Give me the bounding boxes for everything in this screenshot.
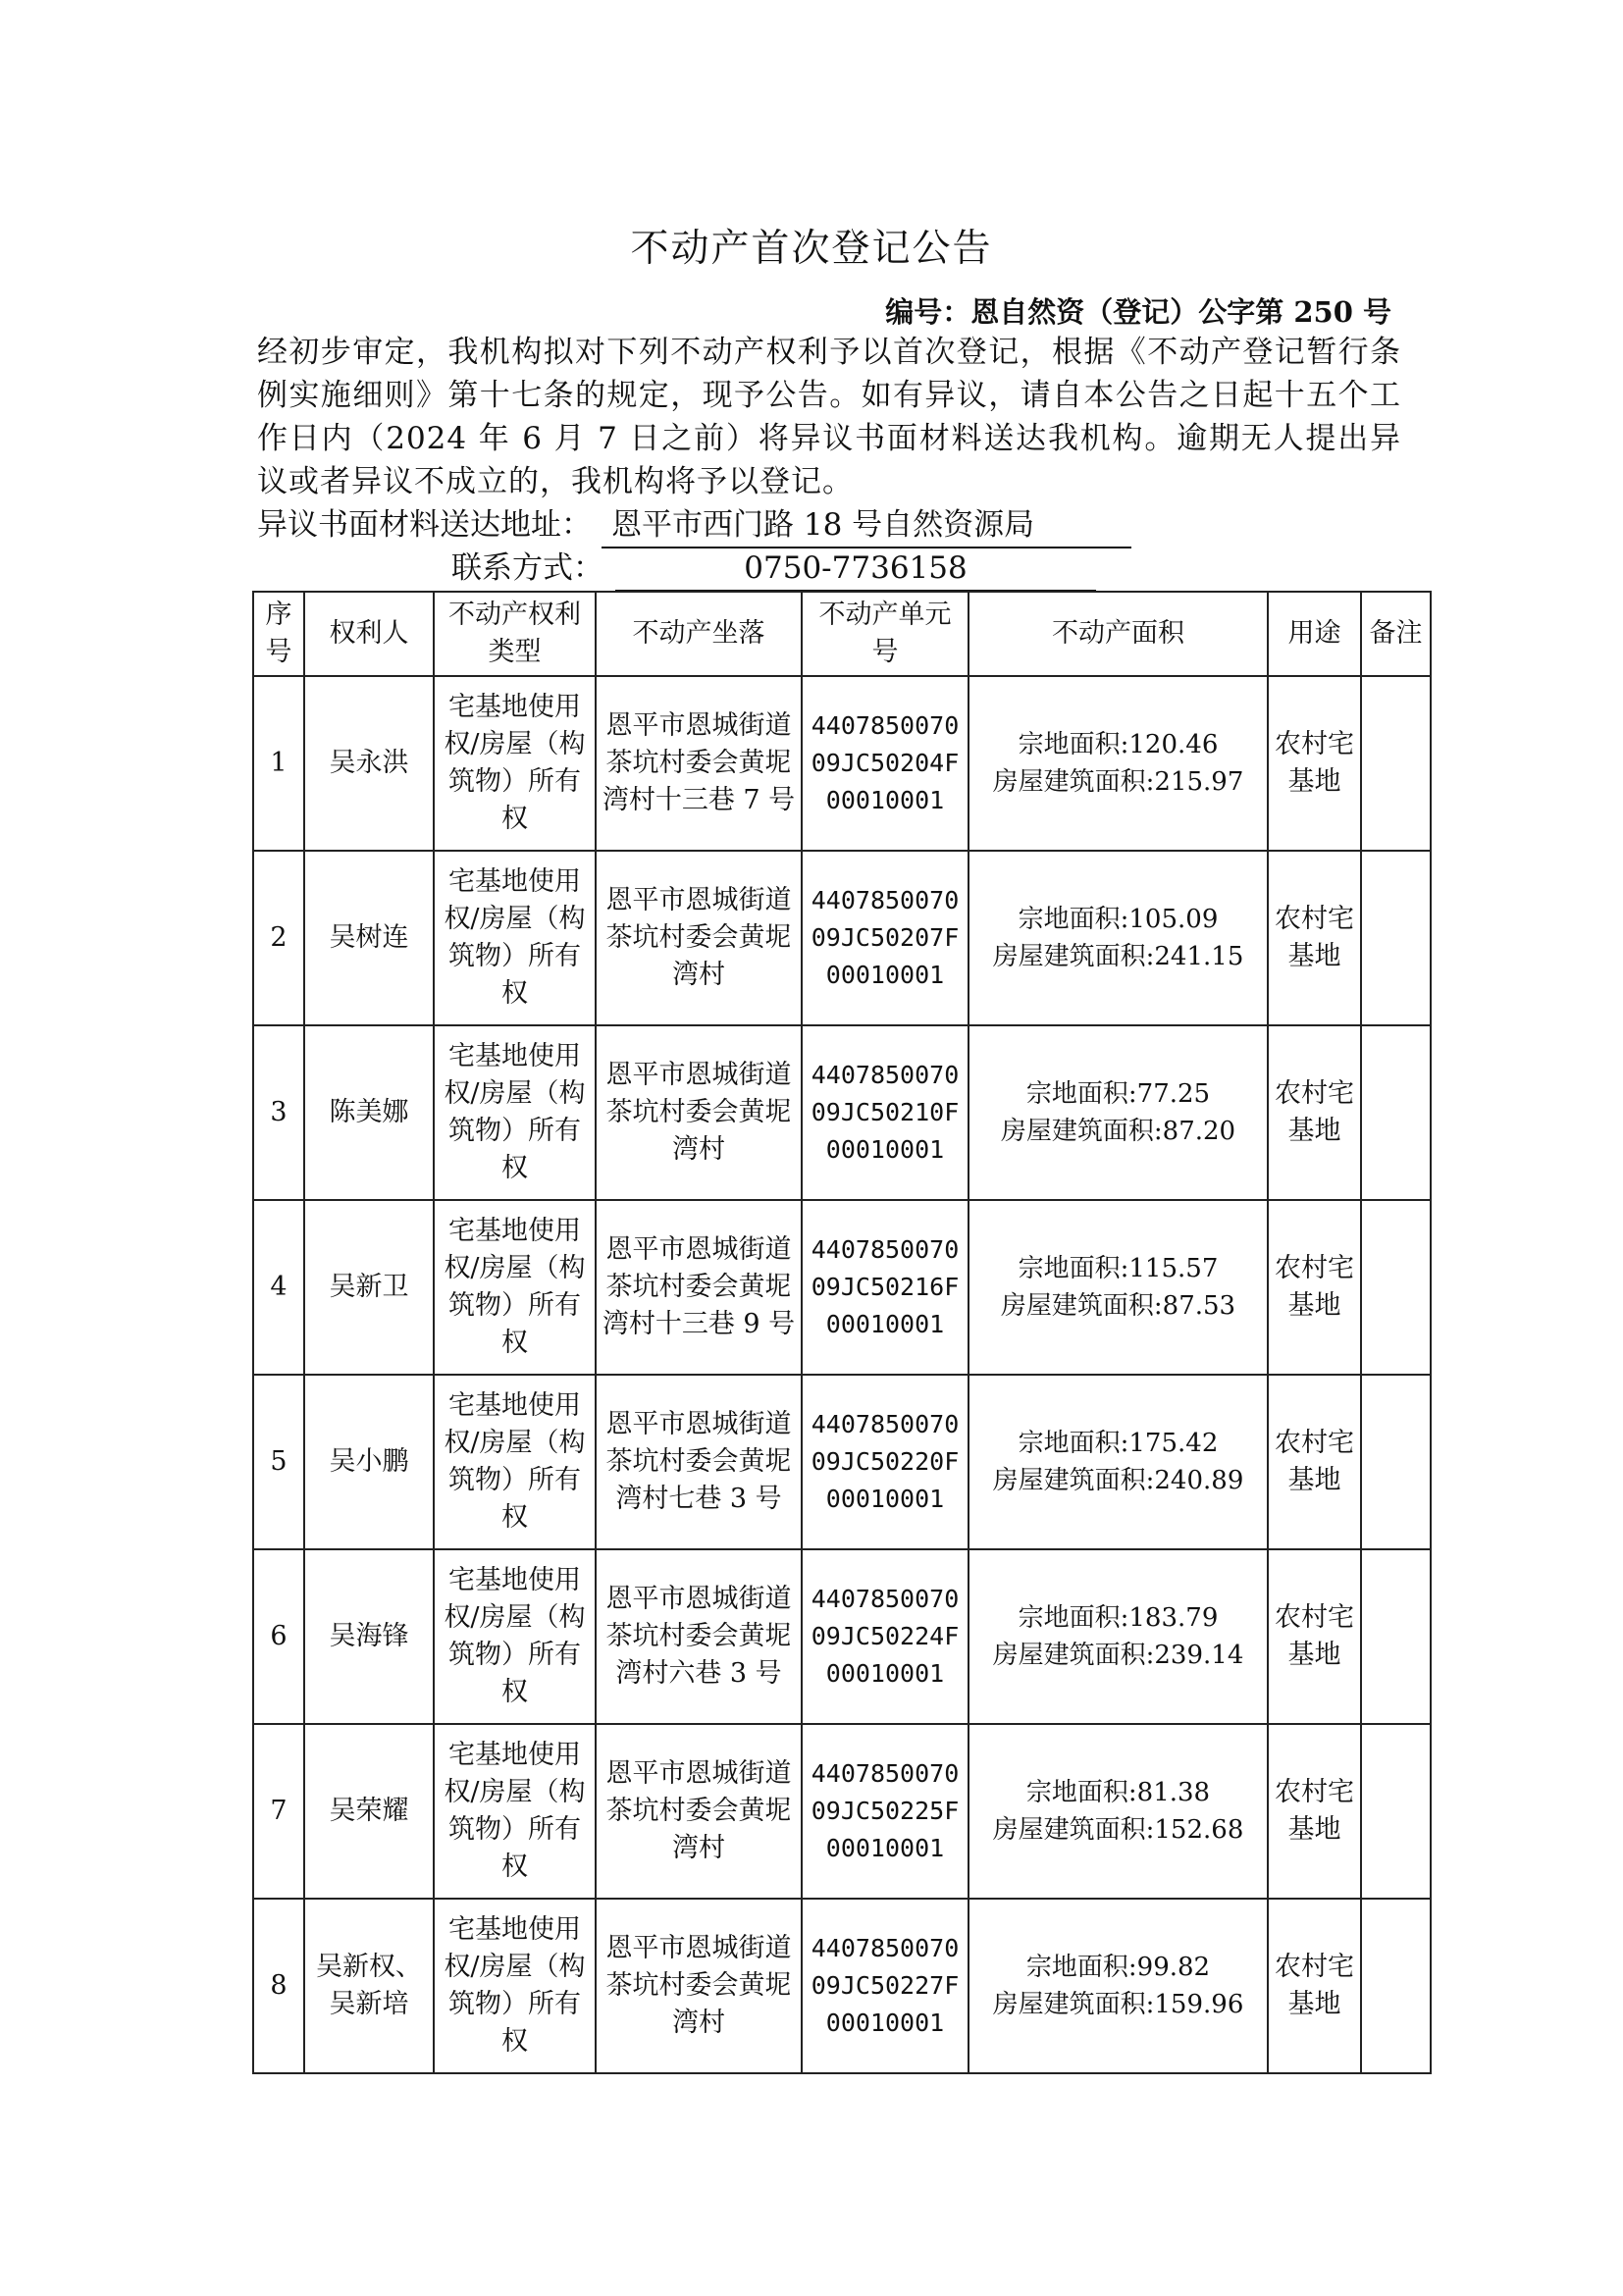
- unit-number-cell: 440785007009JC50224F00010001: [802, 1549, 969, 1724]
- unit-number-cell: 440785007009JC50204F00010001: [802, 676, 969, 851]
- land-area: 宗地面积:115.57: [1018, 1254, 1219, 1283]
- notice-paragraph: 经初步审定，我机构拟对下列不动产权利予以首次登记，根据《不动产登记暂行条例实施细则》第十七条的规定，现予公告。如有异议，请自本公告之日起十五个工作日内（2024 年 6 月 7 日之前）将异议书面材料送达我机构。逾期无人提出异议或者异议不成立的，我机构将予以登记。: [257, 335, 1401, 499]
- header-cell: 不动产坐落: [596, 592, 802, 676]
- remark-cell: [1361, 676, 1431, 851]
- right-type-cell: 宅基地使用权/房屋（构筑物）所有权: [434, 851, 596, 1025]
- header-cell: 不动产权利类型: [434, 592, 596, 676]
- row-number: 7: [253, 1724, 304, 1899]
- right-type-cell: 宅基地使用权/房屋（构筑物）所有权: [434, 1200, 596, 1375]
- table-row: [253, 851, 1431, 1025]
- building-area: 房屋建筑面积:152.68: [992, 1815, 1244, 1845]
- land-area: 宗地面积:105.09: [1018, 905, 1219, 934]
- owner-cell: 吴荣耀: [304, 1724, 434, 1899]
- right-type-cell: 宅基地使用权/房屋（构筑物）所有权: [434, 1375, 596, 1549]
- row-number: 3: [253, 1025, 304, 1200]
- right-type-cell: 宅基地使用权/房屋（构筑物）所有权: [434, 1724, 596, 1899]
- objection-address: [257, 503, 1131, 548]
- table-row: [253, 676, 1431, 851]
- remark-cell: [1361, 1549, 1431, 1724]
- right-type-cell: 宅基地使用权/房屋（构筑物）所有权: [434, 1549, 596, 1724]
- usage-cell: 农村宅基地: [1268, 1025, 1361, 1200]
- document-number-value: 恩自然资（登记）公字第 250 号: [970, 295, 1391, 329]
- row-number: 4: [253, 1200, 304, 1375]
- building-area: 房屋建筑面积:215.97: [992, 767, 1244, 797]
- owner-cell: 吴树连: [304, 851, 434, 1025]
- document-number: [885, 290, 1391, 331]
- right-type-cell: 宅基地使用权/房屋（构筑物）所有权: [434, 1899, 596, 2073]
- land-area: 宗地面积:120.46: [1018, 730, 1219, 759]
- area-cell: [969, 1025, 1268, 1200]
- building-area: 房屋建筑面积:239.14: [992, 1641, 1244, 1670]
- registration-table: [252, 591, 1432, 2074]
- usage-cell: 农村宅基地: [1268, 1724, 1361, 1899]
- land-area: 宗地面积:99.82: [1025, 1953, 1211, 1982]
- remark-cell: [1361, 1200, 1431, 1375]
- area-cell: [969, 1549, 1268, 1724]
- location-cell: 恩平市恩城街道茶坑村委会黄坭湾村: [596, 1899, 802, 2073]
- table-row: [253, 1899, 1431, 2073]
- row-number: 8: [253, 1899, 304, 2073]
- usage-cell: 农村宅基地: [1268, 851, 1361, 1025]
- objection-address-label: 异议书面材料送达地址：: [257, 507, 592, 543]
- remark-cell: [1361, 1899, 1431, 2073]
- land-area: 宗地面积:81.38: [1025, 1778, 1211, 1807]
- location-cell: 恩平市恩城街道茶坑村委会黄坭湾村: [596, 1025, 802, 1200]
- building-area: 房屋建筑面积:159.96: [992, 1990, 1244, 2019]
- document-number-label: 编号：: [885, 295, 971, 329]
- table-row: [253, 1200, 1431, 1375]
- objection-address-value: 恩平市西门路 18 号自然资源局: [602, 503, 1131, 548]
- unit-number-cell: 440785007009JC50225F00010001: [802, 1724, 969, 1899]
- area-cell: [969, 1200, 1268, 1375]
- area-cell: [969, 676, 1268, 851]
- owner-cell: 吴新权、吴新培: [304, 1899, 434, 2073]
- area-cell: [969, 1724, 1268, 1899]
- owner-cell: 吴海锋: [304, 1549, 434, 1724]
- remark-cell: [1361, 1375, 1431, 1549]
- owner-cell: 吴永洪: [304, 676, 434, 851]
- table-header-row: [253, 592, 1431, 676]
- location-cell: 恩平市恩城街道茶坑村委会黄坭湾村七巷 3 号: [596, 1375, 802, 1549]
- page-title: 不动产首次登记公告: [630, 227, 993, 271]
- usage-cell: 农村宅基地: [1268, 1549, 1361, 1724]
- area-cell: [969, 1375, 1268, 1549]
- owner-cell: 陈美娜: [304, 1025, 434, 1200]
- header-cell: 权利人: [304, 592, 434, 676]
- land-area: 宗地面积:175.42: [1018, 1429, 1219, 1458]
- usage-cell: 农村宅基地: [1268, 1899, 1361, 2073]
- unit-number-cell: 440785007009JC50220F00010001: [802, 1375, 969, 1549]
- contact-info: [451, 547, 1096, 592]
- right-type-cell: 宅基地使用权/房屋（构筑物）所有权: [434, 1025, 596, 1200]
- building-area: 房屋建筑面积:87.20: [1000, 1117, 1236, 1146]
- usage-cell: 农村宅基地: [1268, 1200, 1361, 1375]
- right-type-cell: 宅基地使用权/房屋（构筑物）所有权: [434, 676, 596, 851]
- table-row: [253, 1724, 1431, 1899]
- contact-value: 0750-7736158: [615, 547, 1096, 592]
- building-area: 房屋建筑面积:240.89: [992, 1466, 1244, 1495]
- row-number: 2: [253, 851, 304, 1025]
- land-area: 宗地面积:183.79: [1018, 1603, 1219, 1633]
- remark-cell: [1361, 851, 1431, 1025]
- location-cell: 恩平市恩城街道茶坑村委会黄坭湾村: [596, 851, 802, 1025]
- table-row: [253, 1549, 1431, 1724]
- contact-label: 联系方式：: [451, 550, 603, 586]
- header-cell: 不动产单元号: [802, 592, 969, 676]
- location-cell: 恩平市恩城街道茶坑村委会黄坭湾村: [596, 1724, 802, 1899]
- unit-number-cell: 440785007009JC50210F00010001: [802, 1025, 969, 1200]
- table-row: [253, 1025, 1431, 1200]
- usage-cell: 农村宅基地: [1268, 676, 1361, 851]
- unit-number-cell: 440785007009JC50227F00010001: [802, 1899, 969, 2073]
- unit-number-cell: 440785007009JC50216F00010001: [802, 1200, 969, 1375]
- building-area: 房屋建筑面积:87.53: [1000, 1291, 1236, 1321]
- header-cell: 序号: [253, 592, 304, 676]
- row-number: 6: [253, 1549, 304, 1724]
- building-area: 房屋建筑面积:241.15: [992, 942, 1244, 971]
- table-row: [253, 1375, 1431, 1549]
- row-number: 1: [253, 676, 304, 851]
- remark-cell: [1361, 1724, 1431, 1899]
- header-cell: 用途: [1268, 592, 1361, 676]
- location-cell: 恩平市恩城街道茶坑村委会黄坭湾村六巷 3 号: [596, 1549, 802, 1724]
- owner-cell: 吴小鹏: [304, 1375, 434, 1549]
- land-area: 宗地面积:77.25: [1025, 1079, 1211, 1109]
- header-cell: 不动产面积: [969, 592, 1268, 676]
- unit-number-cell: 440785007009JC50207F00010001: [802, 851, 969, 1025]
- remark-cell: [1361, 1025, 1431, 1200]
- area-cell: [969, 1899, 1268, 2073]
- usage-cell: 农村宅基地: [1268, 1375, 1361, 1549]
- area-cell: [969, 851, 1268, 1025]
- location-cell: 恩平市恩城街道茶坑村委会黄坭湾村十三巷 7 号: [596, 676, 802, 851]
- header-cell: 备注: [1361, 592, 1431, 676]
- owner-cell: 吴新卫: [304, 1200, 434, 1375]
- row-number: 5: [253, 1375, 304, 1549]
- location-cell: 恩平市恩城街道茶坑村委会黄坭湾村十三巷 9 号: [596, 1200, 802, 1375]
